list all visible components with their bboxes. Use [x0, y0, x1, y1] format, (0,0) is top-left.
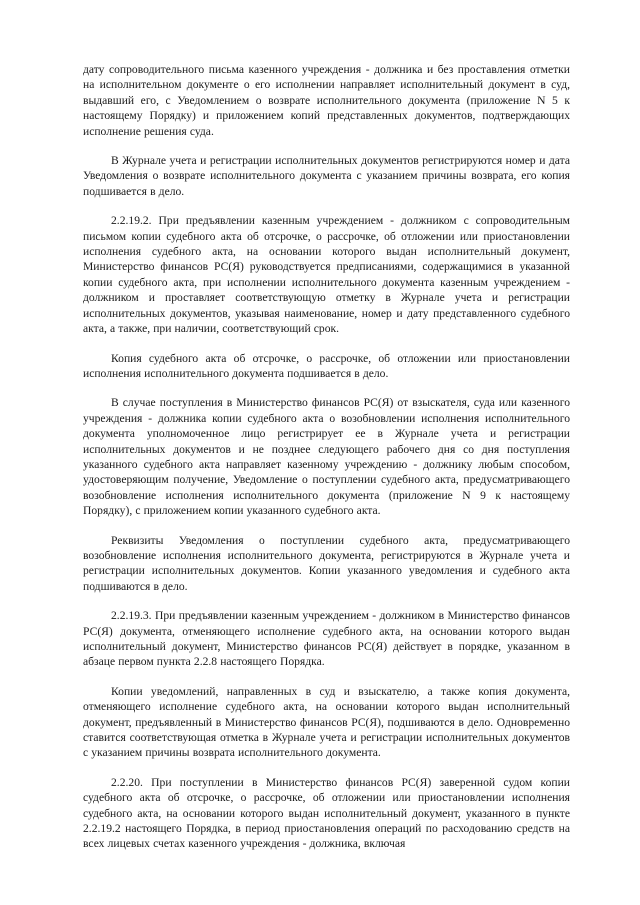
paragraph-2-2-20: 2.2.20. При поступлении в Министерство финансов РС(Я) заверенной судом копии судебного акта об отсрочке, о рассрочке, об отложении или приостановлении исполнения судебного акта, на основании которого выдан исполнительный документ, указанного в пункте 2.2.19.2 настоящего Порядка, в период приостановления операций по расходованию средств на всех лицевых счетах казенного учреждения - должника, включая	[83, 775, 570, 851]
paragraph-2-2-19-2: 2.2.19.2. При предъявлении казенным учреждением - должником с сопроводительным письмом копии судебного акта об отсрочке, о рассрочке, об отложении или приостановлении исполнения судебного акта, на основании которого выдан исполнительный документ, Министерство финансов РС(Я) руководствуется предписаниями, содержащимися в указанной копии судебного акта, при исполнении исполнительного документа казенным учреждением - должником и проставляет соответствующую отметку в Журнале учета и регистрации исполнительных документов, указывая наименование, номер и дату представленного судебного акта, а также, при наличии, соответствующий срок.	[83, 214, 570, 336]
paragraph-continuation: дату сопроводительного письма казенного учреждения - должника и без проставления отметки на исполнительном документе о его исполнении направляет исполнительный документ в суд, выдавший его, с Уведомлением о возврате исполнительного документа (приложение N 5 к настоящему Порядку) и приложением копий представленных документов, подтверждающих исполнение решения суда.	[83, 63, 570, 138]
document-body	[83, 62, 570, 852]
paragraph-journal-registration: В Журнале учета и регистрации исполнительных документов регистрируются номер и дата Уведомления о возврате исполнительного документа с указанием причины возврата, его копия подшивается в дело.	[83, 154, 570, 198]
paragraph-notice-copies: Копии уведомлений, направленных в суд и взыскателю, а также копия документа, отменяющего исполнение судебного акта, на основании которого выдан исполнительный документ, предъявленный в Министерство финансов РС(Я), подшиваются в дело. Одновременно ставится соответствующая отметка в Журнале учета и регистрации исполнительных документов с указанием причины возврата исполнительного документа.	[83, 684, 570, 760]
paragraph-resumption: В случае поступления в Министерство финансов РС(Я) от взыскателя, суда или казенного учреждения - должника копии судебного акта о возобновлении исполнения исполнительного документа уполномоченное лицо регистрирует ее в Журнале учета и регистрации исполнительных документов и не позднее следующего рабочего дня со дня поступления указанного судебного акта направляет казенному учреждению - должнику любым способом, удостоверяющим получение, Уведомление о поступлении судебного акта, предусматривающего возобновление исполнения исполнительного документа (приложение N 9 к настоящему Порядку), с приложением копии указанного судебного акта.	[83, 396, 570, 518]
paragraph-copy-filed: Копия судебного акта об отсрочке, о рассрочке, об отложении или приостановлении исполнения исполнительного документа подшивается в дело.	[83, 351, 570, 380]
paragraph-2-2-19-3: 2.2.19.3. При предъявлении казенным учреждением - должником в Министерство финансов РС(Я) документа, отменяющего исполнение судебного акта, на основании которого выдан исполнительный документ, Министерство финансов РС(Я) действует в порядке, указанном в абзаце первом пункта 2.2.8 настоящего Порядка.	[83, 609, 570, 669]
paragraph-notice-details: Реквизиты Уведомления о поступлении судебного акта, предусматривающего возобновление исполнения исполнительного документа, регистрируются в Журнале учета и регистрации исполнительных документов. Копии указанного уведомления и судебного акта подшиваются в дело.	[83, 533, 570, 593]
